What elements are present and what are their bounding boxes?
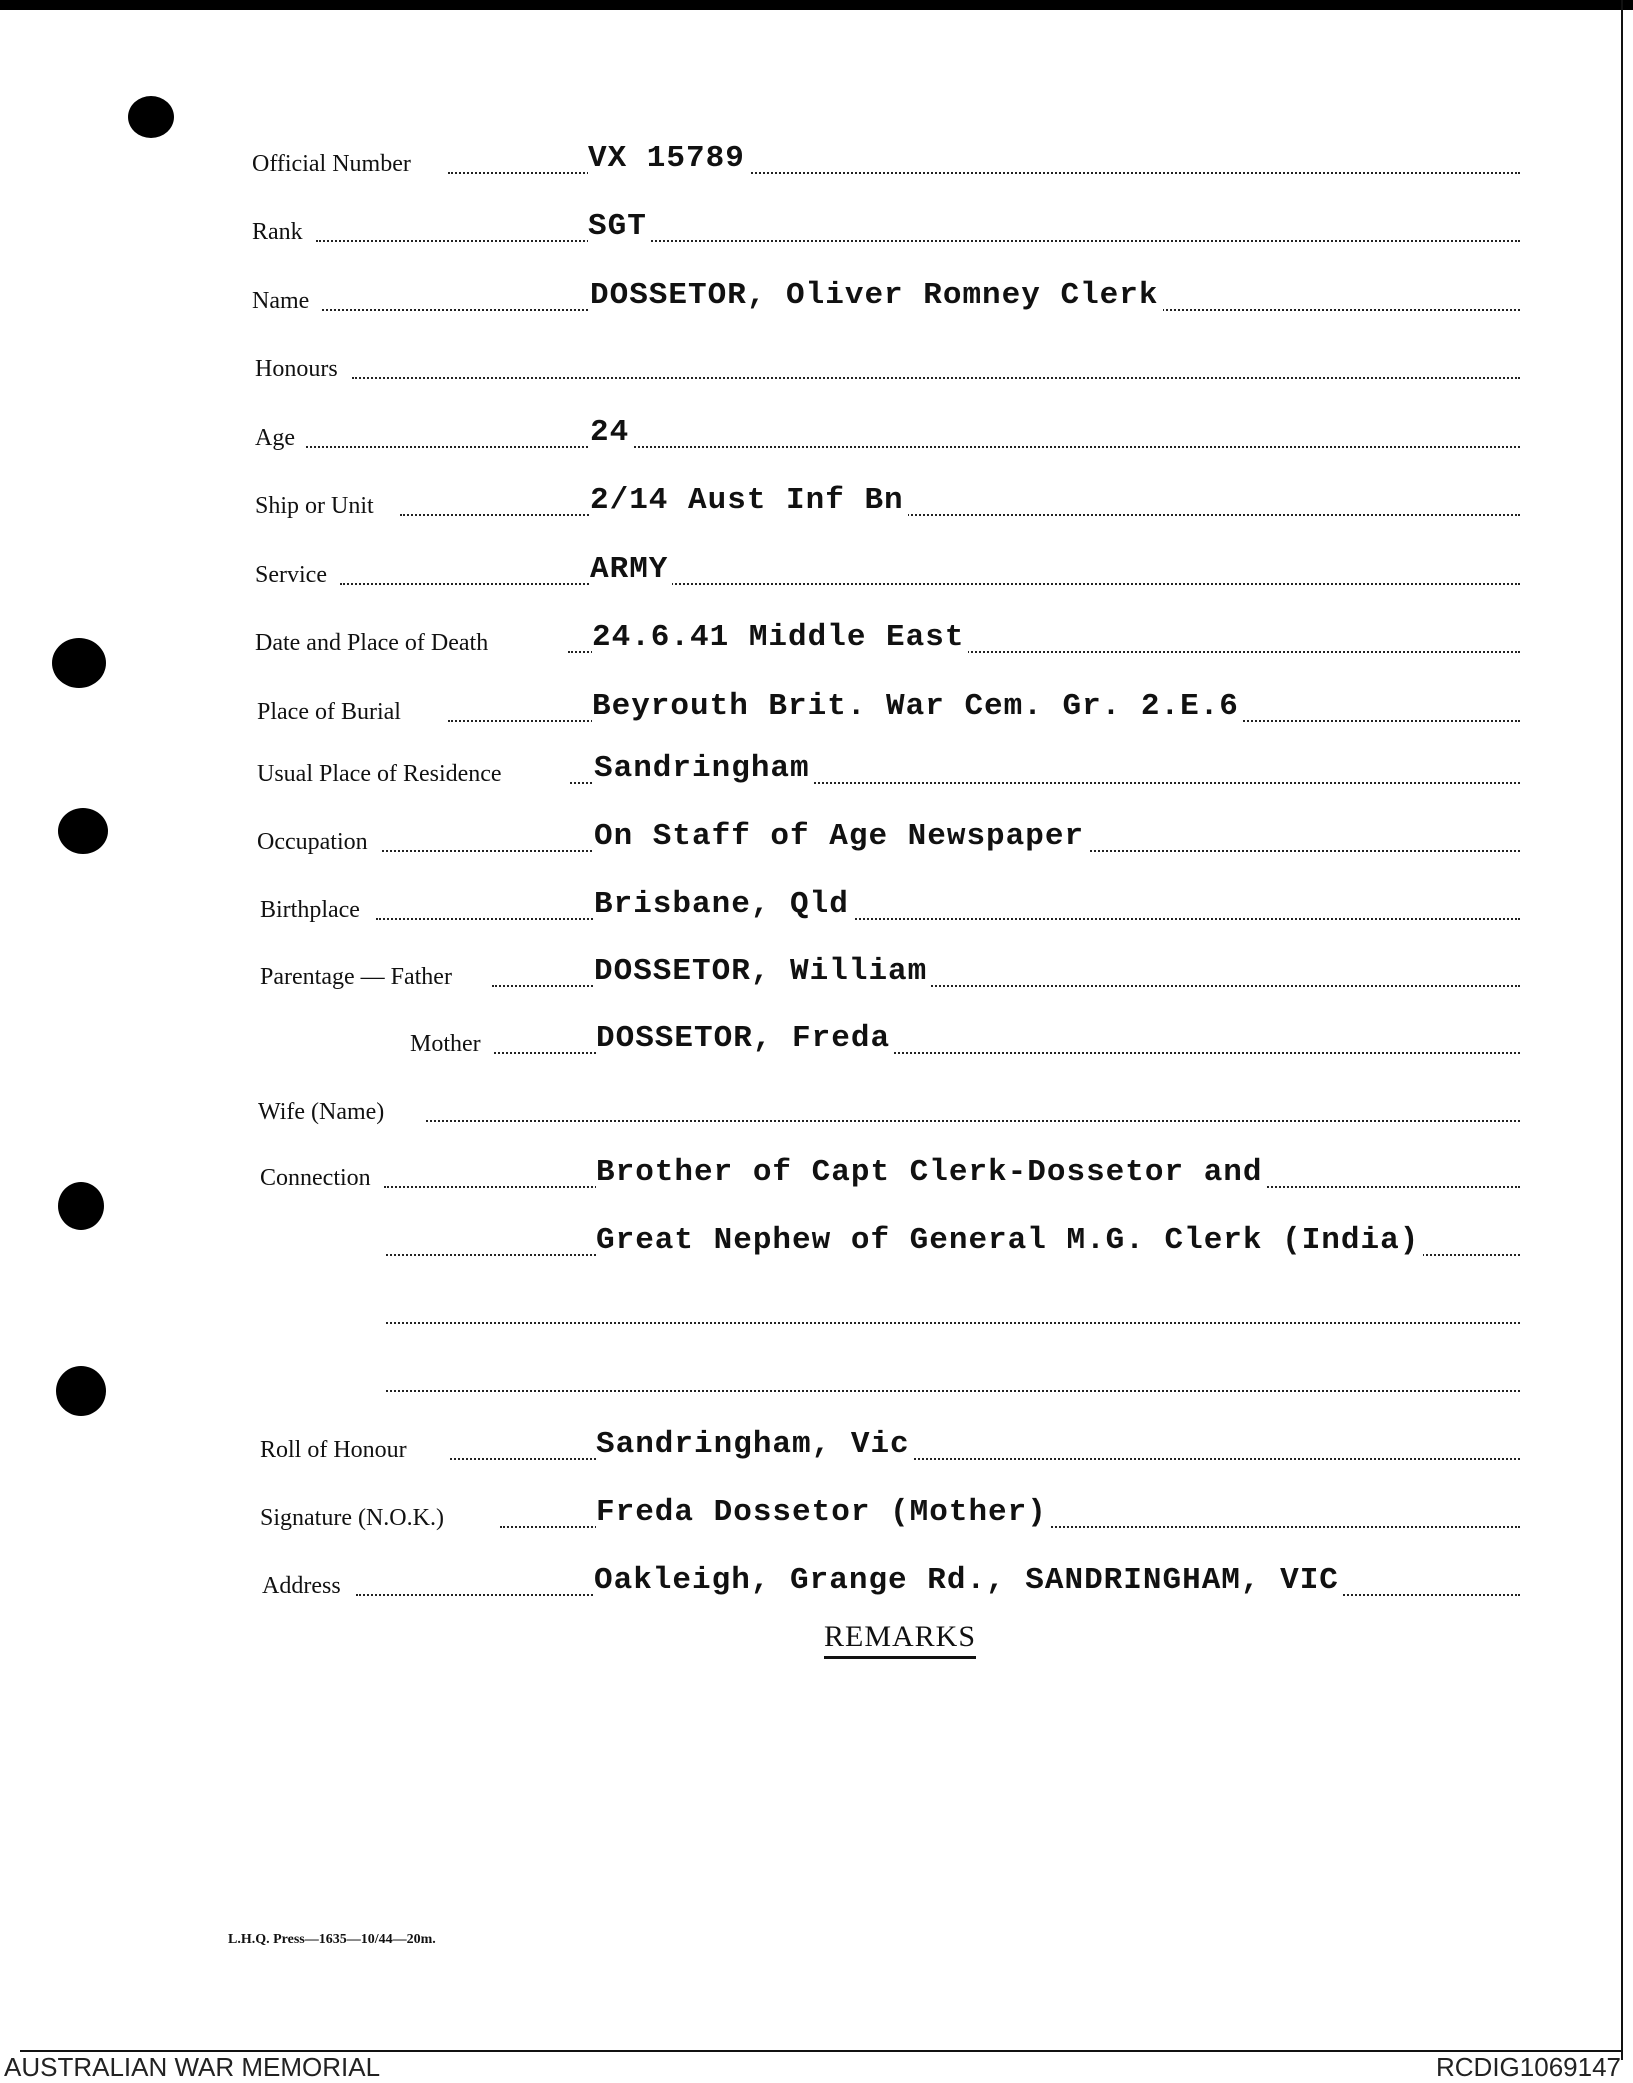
label-rank: Rank xyxy=(252,219,303,245)
value-death: 24.6.41 Middle East xyxy=(592,622,968,653)
value-birthplace: Brisbane, Qld xyxy=(594,889,853,920)
value-roll-of-honour: Sandringham, Vic xyxy=(596,1429,914,1460)
field-honours xyxy=(0,347,1520,387)
dotted-line xyxy=(340,583,1520,585)
dotted-line xyxy=(306,446,1520,448)
archive-institution: AUSTRALIAN WAR MEMORIAL xyxy=(4,2052,381,2082)
value-occupation: On Staff of Age Newspaper xyxy=(594,821,1088,852)
print-code: L.H.Q. Press—1635—10/44—20m. xyxy=(228,1932,436,1947)
value-residence: Sandringham xyxy=(594,753,814,784)
value-ship-or-unit: 2/14 Aust Inf Bn xyxy=(590,485,908,516)
label-ship-or-unit: Ship or Unit xyxy=(255,493,374,519)
value-name: DOSSETOR, Oliver Romney Clerk xyxy=(590,280,1163,311)
field-death xyxy=(0,621,1520,661)
archive-reference: RCDIG1069147 xyxy=(1436,2052,1621,2082)
dotted-line xyxy=(376,918,1520,920)
label-roll-of-honour: Roll of Honour xyxy=(260,1437,407,1463)
label-service: Service xyxy=(255,562,327,588)
label-residence: Usual Place of Residence xyxy=(257,761,502,787)
label-honours: Honours xyxy=(255,356,338,382)
label-age: Age xyxy=(255,425,295,451)
value-father: DOSSETOR, William xyxy=(594,956,931,987)
remarks-heading: REMARKS xyxy=(824,1620,976,1659)
label-name: Name xyxy=(252,288,310,314)
value-address: Oakleigh, Grange Rd., SANDRINGHAM, VIC xyxy=(594,1565,1343,1596)
field-signature xyxy=(0,1496,1520,1536)
label-mother: Mother xyxy=(410,1031,481,1057)
field-roll-of-honour xyxy=(0,1428,1520,1468)
field-occupation xyxy=(0,820,1520,860)
value-mother: DOSSETOR, Freda xyxy=(596,1023,894,1054)
value-burial: Beyrouth Brit. War Cem. Gr. 2.E.6 xyxy=(592,691,1243,722)
field-official-number xyxy=(0,142,1520,182)
field-residence xyxy=(0,752,1520,792)
field-connection-line-2 xyxy=(0,1224,1520,1264)
label-burial: Place of Burial xyxy=(257,699,401,725)
dotted-line xyxy=(352,377,1520,379)
field-rank xyxy=(0,210,1520,250)
dotted-line xyxy=(386,1390,1520,1392)
label-occupation: Occupation xyxy=(257,829,368,855)
field-ship-or-unit xyxy=(0,484,1520,524)
label-birthplace: Birthplace xyxy=(260,897,360,923)
dotted-line xyxy=(426,1120,1520,1122)
field-address xyxy=(0,1564,1520,1604)
field-service xyxy=(0,553,1520,593)
label-signature: Signature (N.O.K.) xyxy=(260,1505,444,1531)
field-name xyxy=(0,279,1520,319)
label-address: Address xyxy=(262,1573,341,1599)
field-birthplace xyxy=(0,888,1520,928)
dotted-line xyxy=(316,240,1520,242)
value-service: ARMY xyxy=(590,554,672,585)
field-burial xyxy=(0,690,1520,730)
field-connection-line-4 xyxy=(0,1360,1520,1400)
value-age: 24 xyxy=(590,417,633,448)
value-signature: Freda Dossetor (Mother) xyxy=(596,1497,1051,1528)
value-rank: SGT xyxy=(588,211,651,242)
field-father xyxy=(0,955,1520,995)
label-official-number: Official Number xyxy=(252,151,411,177)
label-wife: Wife (Name) xyxy=(258,1099,385,1125)
label-death: Date and Place of Death xyxy=(255,630,489,656)
field-mother xyxy=(0,1022,1520,1062)
field-connection-line-3 xyxy=(0,1292,1520,1332)
label-connection: Connection xyxy=(260,1165,371,1191)
value-connection: Brother of Capt Clerk-Dossetor and xyxy=(596,1157,1267,1188)
value-connection-line-2: Great Nephew of General M.G. Clerk (India) xyxy=(596,1225,1423,1256)
value-official-number: VX 15789 xyxy=(588,143,749,174)
field-age xyxy=(0,416,1520,456)
dotted-line xyxy=(400,514,1520,516)
dotted-line xyxy=(386,1322,1520,1324)
field-connection xyxy=(0,1156,1520,1196)
label-father: Parentage — Father xyxy=(260,964,452,990)
field-wife xyxy=(0,1090,1520,1130)
